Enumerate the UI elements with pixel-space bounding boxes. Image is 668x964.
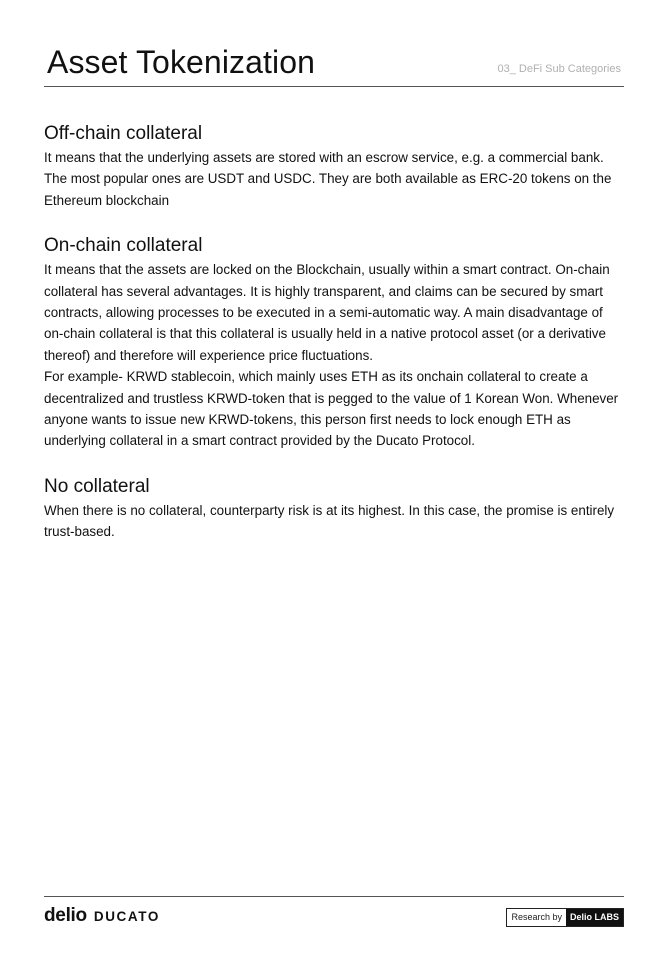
document-body — [44, 122, 624, 566]
section-on-chain-collateral — [44, 234, 624, 452]
brand-delio: delio — [44, 905, 87, 926]
brand-ducato: DUCATO — [93, 909, 160, 924]
brand-logo — [44, 905, 160, 927]
section-heading: On-chain collateral — [44, 235, 203, 257]
research-org: Delio LABS — [566, 909, 623, 926]
section-label: 03_ DeFi Sub Categories — [497, 63, 621, 75]
research-label: Research by — [507, 909, 566, 926]
research-badge — [506, 908, 624, 927]
section-heading: Off-chain collateral — [44, 123, 203, 144]
paragraph: When there is no collateral, counterparty risk is at its highest. In this case, the promise is entirely trust-based. — [44, 502, 615, 540]
page-footer — [44, 896, 624, 937]
section-off-chain-collateral — [44, 122, 624, 211]
section-no-collateral — [44, 475, 624, 543]
page-header — [44, 42, 624, 87]
page-title: Asset Tokenization — [47, 44, 316, 80]
paragraph: It means that the assets are locked on the Blockchain, usually within a smart contract. On-chain collateral has several advantages. It is highly transparent, and claims can be secured by smart contracts, allowing processes to be executed in a semi-automatic way. A main disadvantage of on-chain collateral is that this collateral is usually held in a native protocol asset (or a derivative thereof) and therefore will experience price fluctuations. — [44, 262, 610, 363]
paragraph: For example- KRWD stablecoin, which mainly uses ETH as its onchain collateral to create a decentralized and trustless KRWD-token that is pegged to the value of 1 Korean Won. Whenever anyone wants to issue new KRWD-tokens, this person first needs to lock enough ETH as underlying collateral in a smart contract provided by the Ducato Protocol. — [44, 369, 619, 449]
paragraph: It means that the underlying assets are stored with an escrow service, e.g. a commercial bank. The most popular ones are USDT and USDC. They are both available as ERC-20 tokens on the Ethereum blockchain — [44, 150, 612, 208]
section-heading: No collateral — [44, 475, 150, 497]
